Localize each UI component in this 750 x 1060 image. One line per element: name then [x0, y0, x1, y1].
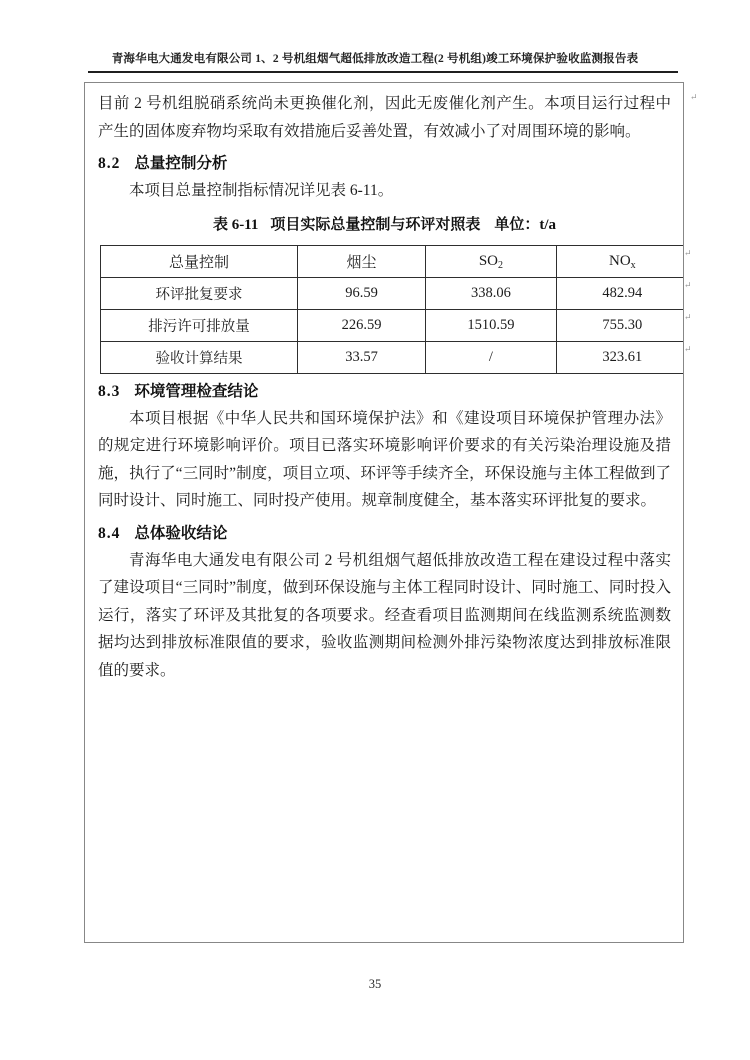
quota-comparison-table [100, 245, 684, 374]
table-caption-title: 项目实际总量控制与环评对照表 [270, 216, 481, 233]
table-row [101, 309, 685, 341]
table-row [101, 277, 685, 309]
row-label-acceptance-result: 验收计算结果 [101, 341, 298, 373]
cell-value: 755.30 [556, 309, 684, 341]
line-break-mark-icon: ↵ [684, 344, 692, 354]
section-8-4-title: 总体验收结论 [134, 524, 228, 542]
page-number: 35 [368, 977, 382, 991]
table-caption-unit: 单位：t/a [494, 216, 557, 233]
section-8-3-paragraph: 本项目根据《中华人民共和国环境保护法》和《建设项目环境保护管理办法》的规定进行环境影响评价。项目已落实环境影响评价要求的有关污染治理设施及措施，执行了“三同时”制度，项目立项、环评等手续齐全，环保设施与主体工程做到了同时设计、同时施工、同时投产使用。规章制度健全，基本落实环评批复的要求。 [98, 409, 671, 509]
line-break-mark-icon: ↵ [684, 280, 692, 290]
cell-value: 96.59 [297, 277, 425, 309]
section-8-2-paragraph: 本项目总量控制指标情况详见表 6-11。 [129, 182, 394, 199]
table-header-row [101, 245, 685, 277]
col-header-quota-control: 总量控制 [101, 245, 298, 277]
cell-value: 482.94 [556, 277, 684, 309]
table-row [101, 341, 685, 373]
col-header-dust: 烟尘 [297, 245, 425, 277]
section-8-4-heading [98, 523, 671, 545]
section-8-4-paragraph: 青海华电大通发电有限公司 2 号机组烟气超低排放改造工程在建设过程中落实了建设项目“三同时”制度，做到环保设施与主体工程同时设计、同时施工、同时投入运行，落实了环评及其批复的各项要求。经查看项目监测期间在线监测系统监测数据均达到排放标准限值的要求，验收监测期间检测外排污染物浓度达到排放标准限值的要求。 [98, 551, 671, 679]
section-8-4-number: 8.4 [98, 524, 121, 542]
cell-value: 226.59 [297, 309, 425, 341]
cell-value: 338.06 [426, 277, 557, 309]
section-8-2-title: 总量控制分析 [134, 155, 228, 172]
table-caption-label: 表 6-11 [212, 216, 259, 233]
cell-value: 323.61 [556, 341, 684, 373]
line-break-mark-icon: ↵ [684, 312, 692, 322]
cell-value: 1510.59 [426, 309, 557, 341]
row-label-eia-approval: 环评批复要求 [101, 277, 298, 309]
row-label-permit-emission: 排污许可排放量 [101, 309, 298, 341]
line-break-mark-icon: ↵ [690, 92, 698, 102]
table-6-11-caption [98, 214, 671, 236]
col-header-so2: $SO_2$ [426, 245, 557, 277]
line-break-mark-icon: ↵ [684, 248, 692, 258]
intro-paragraph: 目前 2 号机组脱硝系统尚未更换催化剂，因此无废催化剂产生。本项目运行过程中产生的固体废弃物均采取有效措施后妥善处置，有效减小了对周围环境的影响。 [98, 95, 671, 140]
cell-value: / [426, 341, 557, 373]
section-8-3-number: 8.3 [98, 382, 121, 400]
col-header-nox: $NO_x$ [556, 245, 684, 277]
section-8-2-heading [98, 153, 671, 175]
section-8-3-title: 环境管理检查结论 [134, 382, 259, 400]
section-8-2-number: 8.2 [98, 155, 121, 172]
header-divider-rule [88, 71, 678, 73]
cell-value: 33.57 [297, 341, 425, 373]
running-header-title: 青海华电大通发电有限公司 1、2 号机组烟气超低排放改造工程(2 号机组)竣工环境保护验收监测报告表 [111, 53, 639, 65]
section-8-3-heading [98, 381, 671, 403]
report-content-frame [84, 82, 684, 943]
